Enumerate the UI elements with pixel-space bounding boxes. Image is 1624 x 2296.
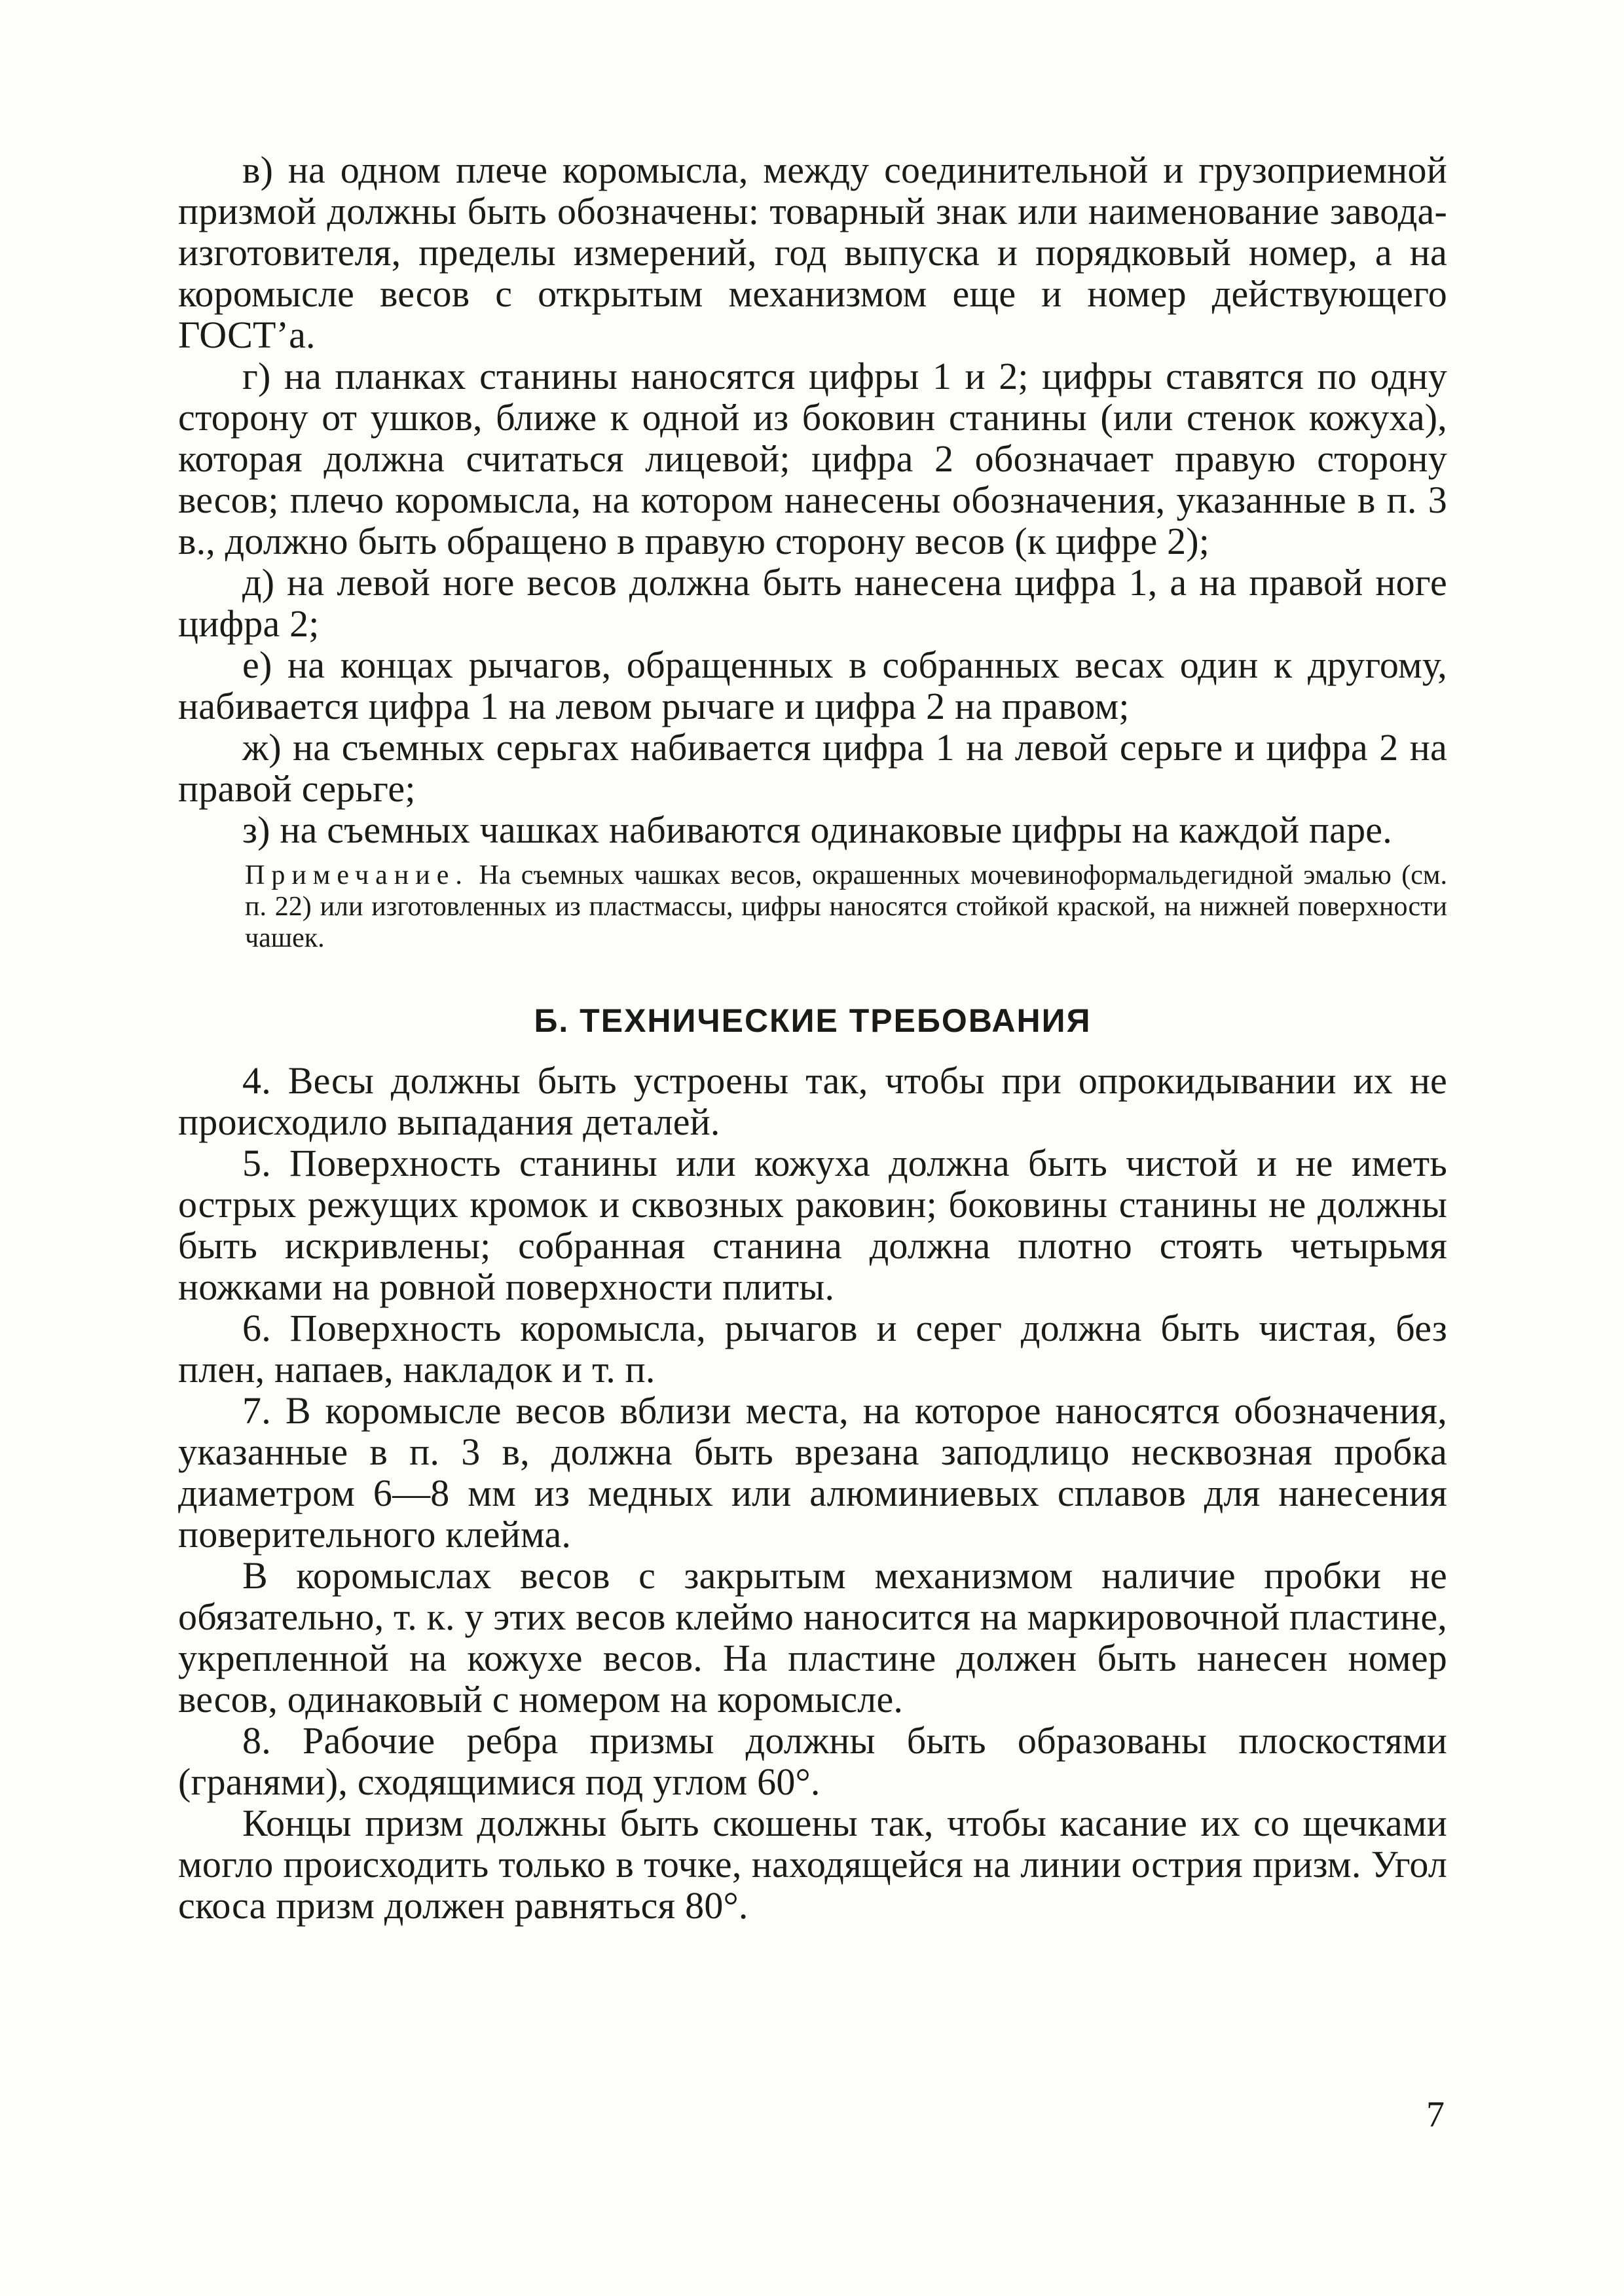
paragraph-4: 4. Весы должны быть устроены так, чтобы при опрокидывании их не происходило выпадания деталей. [178, 1059, 1447, 1143]
note-paragraph [178, 860, 1447, 954]
paragraph-6: 6. Поверхность коромысла, рычагов и серег должна быть чистая, без плен, напаев, накладок и т. п. [178, 1307, 1447, 1391]
paragraph-7: 7. В коромысле весов вблизи места, на которое наносятся обозначения, указанные в п. 3 в, должна быть врезана заподлицо несквозная пробка диаметром 6—8 мм из медных или алюминиевых сплавов для нанесения поверительного клейма. [178, 1389, 1447, 1556]
paragraph-item-v: в) на одном плече коромысла, между соединительной и грузоприемной призмой должны быть обозначены: товарный знак или наименование завода-изготовителя, пределы измерений, год выпуска и порядковый номер, а на коромысле весов с открытым механизмом еще и номер действующего ГОСТ’а. [178, 149, 1447, 356]
paragraph-5: 5. Поверхность станины или кожуха должна быть чистой и не иметь острых режущих кромок и сквозных раковин; боковины станины не должны быть искривлены; собранная станина должна плотно стоять четырьмя ножками на ровной поверхности плиты. [178, 1142, 1447, 1308]
paragraph-item-zh: ж) на съемных серьгах набивается цифра 1 на левой серьге и цифра 2 на правой серьге; [178, 726, 1447, 810]
page-number: 7 [1426, 2094, 1445, 2135]
paragraph-7-continued: В коромыслах весов с закрытым механизмом наличие пробки не обязательно, т. к. у этих весов клеймо наносится на маркировочной пластине, укрепленной на кожухе весов. На пластине должен быть нанесен номер весов, одинаковый с номером на коромысле. [178, 1554, 1447, 1721]
note-label: Примечание. [245, 860, 469, 890]
paragraph-8: 8. Рабочие ребра призмы должны быть образованы плоскостями (гранями), сходящимися под углом 60°. [178, 1719, 1447, 1803]
paragraph-item-e: е) на концах рычагов, обращенных в собранных весах один к другому, набивается цифра 1 на левом рычаге и цифра 2 на правом; [178, 644, 1447, 727]
paragraph-item-z: з) на съемных чашках набиваются одинаковые цифры на каждой паре. [242, 809, 1392, 851]
page-text-block [178, 149, 1447, 1926]
paragraph-item-d: д) на левой ноге весов должна быть нанесена цифра 1, а на правой ноге цифра 2; [178, 561, 1447, 645]
section-heading: Б. ТЕХНИЧЕСКИЕ ТРЕБОВАНИЯ [534, 1002, 1092, 1039]
paragraph-8-continued: Концы призм должны быть скошены так, чтобы касание их со щечками могло происходить только в точке, находящейся на линии острия призм. Угол скоса призм должен равняться 80°. [178, 1802, 1447, 1927]
note-text: На съемных чашках весов, окрашенных мочевиноформальдегидной эмалью (см. п. 22) или изготовленных из пластмассы, цифры наносятся стойкой краской, на нижней поверхности чашек. [245, 860, 1448, 953]
paragraph-item-g: г) на планках станины наносятся цифры 1 и 2; цифры ставятся по одну сторону от ушков, ближе к одной из боковин станины (или стенок кожуха), которая должна считаться лицевой; цифра 2 обозначает правую сторону весов; плечо коромысла, на котором нанесены обозначения, указанные в п. 3 в., должно быть обращено в правую сторону весов (к цифре 2); [178, 355, 1447, 562]
